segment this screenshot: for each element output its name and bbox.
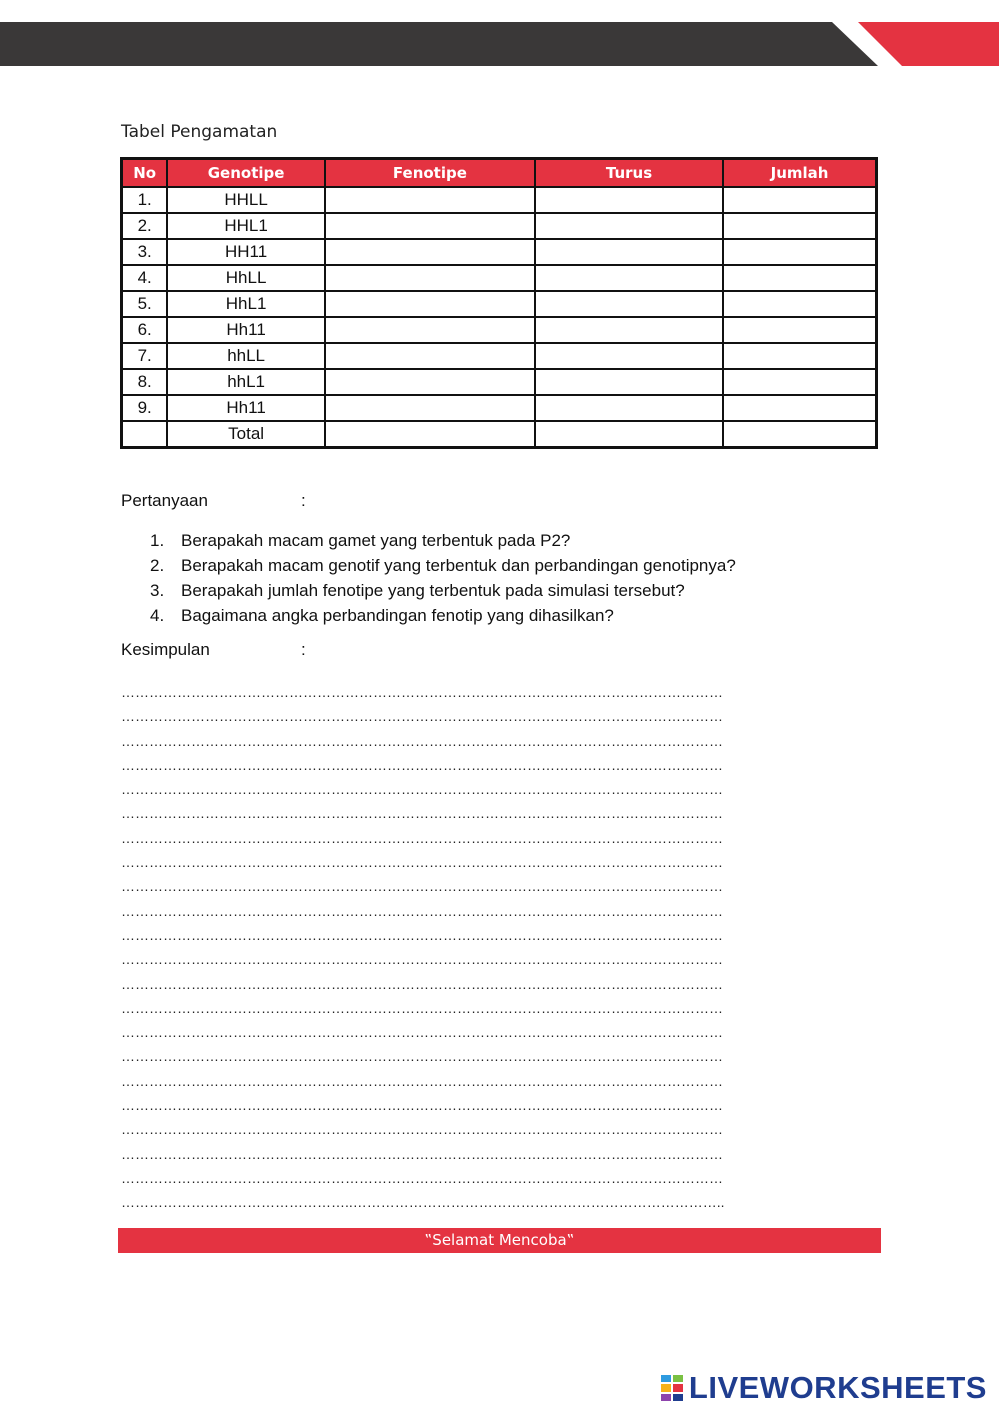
answer-line: ………………………………………………………………………………………………………………… (121, 1097, 723, 1114)
answer-line: ………………………………………………………………………………………………………………… (121, 684, 723, 700)
header-genotype: Genotipe (167, 159, 324, 188)
table-row (122, 317, 877, 343)
answer-line: …………………………………………..…………………………………………………………………….. (121, 1194, 725, 1211)
answer-line: ………………………………………………………………………………………………………………… (121, 805, 723, 822)
header-phenotype: Fenotipe (325, 159, 535, 188)
answer-line: ………………………………………………………………………………………………………………… (121, 999, 723, 1016)
cell-count-input[interactable] (723, 265, 876, 291)
answer-line: ………………………………………………………………………………………………………………… (121, 1072, 723, 1089)
header-banner (0, 22, 999, 66)
cell-phenotype-input[interactable] (325, 239, 535, 265)
cell-count-input[interactable] (723, 239, 876, 265)
cell-phenotype-input[interactable] (325, 369, 535, 395)
table-row (122, 395, 877, 421)
questions-colon: : (301, 491, 306, 510)
cell-tally-input[interactable] (535, 291, 723, 317)
cell-genotype: HHL1 (167, 213, 324, 239)
answer-line: ………………………………………………………………………………………………………………… (121, 854, 723, 871)
answer-line: ………………………………………………………………………………………………………………… (121, 708, 723, 725)
conclusion-answer-area[interactable] (121, 680, 879, 1215)
cell-tally-input[interactable] (535, 239, 723, 265)
question-number: 3. (150, 581, 165, 600)
cell-count-input[interactable] (723, 213, 876, 239)
cell-genotype: Total (167, 421, 324, 448)
cell-tally-input[interactable] (535, 265, 723, 291)
cell-count-input[interactable] (723, 369, 876, 395)
header-dark-band (0, 22, 878, 66)
cell-phenotype-input[interactable] (325, 213, 535, 239)
questions-heading (121, 491, 306, 511)
cell-phenotype-input[interactable] (325, 317, 535, 343)
cell-no: 2. (122, 213, 168, 239)
conclusion-heading (121, 640, 306, 660)
questions-list (150, 528, 736, 628)
cell-no: 4. (122, 265, 168, 291)
table-row (122, 187, 877, 213)
cell-genotype: Hh11 (167, 317, 324, 343)
question-text: Berapakah macam gamet yang terbentuk pada P2? (181, 531, 571, 550)
cell-count-input[interactable] (723, 395, 876, 421)
cell-no: 1. (122, 187, 168, 213)
cell-no: 3. (122, 239, 168, 265)
table-row (122, 239, 877, 265)
cell-genotype: HhL1 (167, 291, 324, 317)
list-item (150, 603, 736, 628)
cell-count-input[interactable] (723, 317, 876, 343)
cell-tally-input[interactable] (535, 421, 723, 448)
list-item (150, 553, 736, 578)
answer-line: ………………………………………………………………………………………………………………… (121, 1121, 723, 1138)
header-no: No (122, 159, 168, 188)
answer-line: ………………………………………………………………………………………………………………… (121, 902, 723, 919)
cell-genotype: Hh11 (167, 395, 324, 421)
answer-line: ………………………………………………………………………………………………………………… (121, 781, 723, 798)
cell-tally-input[interactable] (535, 187, 723, 213)
table-row (122, 291, 877, 317)
brand-name: LIVEWORKSHEETS (688, 1370, 987, 1405)
cell-tally-input[interactable] (535, 395, 723, 421)
header-tally: Turus (535, 159, 723, 188)
question-text: Berapakah macam genotif yang terbentuk dan perbandingan genotipnya? (181, 556, 736, 575)
question-text: Bagaimana angka perbandingan fenotip yang dihasilkan? (181, 606, 614, 625)
question-number: 1. (150, 531, 165, 550)
answer-line: ………………………………………………………………………………………………………………… (121, 756, 723, 773)
footer-banner: ‟Selamat Mencoba‟ (118, 1228, 881, 1253)
header-count: Jumlah (723, 159, 876, 188)
cell-tally-input[interactable] (535, 343, 723, 369)
table-row (122, 343, 877, 369)
questions-label: Pertanyaan (121, 491, 208, 510)
cell-genotype: HHLL (167, 187, 324, 213)
answer-line: ………………………………………………………………………………………………………………… (121, 1169, 723, 1186)
cell-tally-input[interactable] (535, 213, 723, 239)
answer-line: ………………………………………………………………………………………………………………… (121, 951, 723, 968)
cell-phenotype-input[interactable] (325, 265, 535, 291)
liveworksheets-logo-icon (661, 1375, 683, 1401)
cell-genotype: hhLL (167, 343, 324, 369)
cell-tally-input[interactable] (535, 317, 723, 343)
conclusion-label: Kesimpulan (121, 640, 210, 659)
answer-line: ………………………………………………………………………………………………………………… (121, 926, 723, 943)
table-total-row (122, 421, 877, 448)
brand-logo[interactable] (661, 1371, 987, 1405)
section-title: Tabel Pengamatan (121, 122, 278, 142)
answer-line: ………………………………………………………………………………………………………………… (121, 732, 723, 749)
cell-count-input[interactable] (723, 343, 876, 369)
cell-genotype: hhL1 (167, 369, 324, 395)
table-row (122, 213, 877, 239)
cell-phenotype-input[interactable] (325, 395, 535, 421)
question-number: 2. (150, 556, 165, 575)
conclusion-colon: : (301, 640, 306, 659)
cell-count-input[interactable] (723, 187, 876, 213)
cell-genotype: HH11 (167, 239, 324, 265)
cell-no (122, 421, 168, 448)
cell-phenotype-input[interactable] (325, 421, 535, 448)
observation-table (120, 157, 878, 449)
question-number: 4. (150, 606, 165, 625)
list-item (150, 578, 736, 603)
answer-line: ………………………………………………………………………………………………………………… (121, 829, 723, 846)
table-header-row (122, 159, 877, 188)
cell-no: 6. (122, 317, 168, 343)
cell-phenotype-input[interactable] (325, 291, 535, 317)
list-item (150, 528, 736, 553)
cell-count-input[interactable] (723, 421, 876, 448)
answer-line: ………………………………………………………………………………………………………………… (121, 975, 723, 992)
cell-no: 5. (122, 291, 168, 317)
answer-line: ………………………………………………………………………………………………………………… (121, 1048, 723, 1065)
question-text: Berapakah jumlah fenotipe yang terbentuk pada simulasi tersebut? (181, 581, 685, 600)
table-row (122, 369, 877, 395)
cell-tally-input[interactable] (535, 369, 723, 395)
table-row (122, 265, 877, 291)
cell-count-input[interactable] (723, 291, 876, 317)
cell-no: 8. (122, 369, 168, 395)
answer-line: ………………………………………………………………………………………………………………… (121, 1145, 723, 1162)
answer-line: ………………………………………………………………………………………………………………… (121, 1024, 723, 1041)
header-red-corner (858, 22, 999, 66)
cell-no: 7. (122, 343, 168, 369)
cell-no: 9. (122, 395, 168, 421)
answer-line: ………………………………………………………………………………………………………………… (121, 878, 723, 895)
cell-phenotype-input[interactable] (325, 343, 535, 369)
cell-genotype: HhLL (167, 265, 324, 291)
cell-phenotype-input[interactable] (325, 187, 535, 213)
